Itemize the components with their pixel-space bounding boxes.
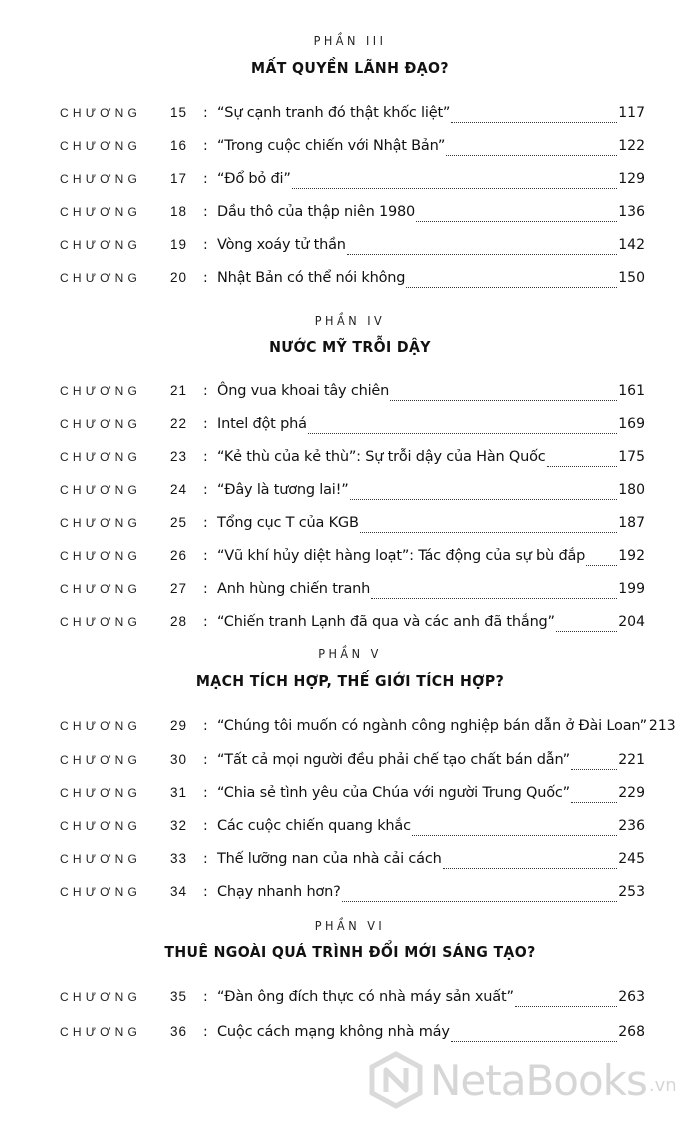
chapter-title: Cuộc cách mạng không nhà máy — [217, 1024, 450, 1040]
chapter-number: 34 — [170, 884, 188, 899]
chapter-word: CHƯƠNG — [60, 1025, 142, 1039]
chapter-page-number: 253 — [618, 884, 645, 900]
dot-leader — [446, 154, 617, 156]
toc-row[interactable] — [60, 614, 645, 636]
chapter-number: 20 — [170, 270, 188, 285]
netabooks-logo-icon — [366, 1050, 426, 1110]
dot-leader — [515, 1005, 617, 1007]
chapter-colon: : — [203, 515, 208, 531]
part-label: PHẦN V — [318, 646, 382, 661]
dot-leader — [412, 834, 617, 836]
part-title: MẤT QUYỀN LÃNH ĐẠO? — [251, 59, 449, 77]
chapter-title: “Đổ bỏ đi” — [217, 171, 291, 187]
chapter-colon: : — [203, 884, 208, 900]
chapter-page-number: 192 — [618, 548, 645, 564]
chapter-word: CHƯƠNG — [60, 582, 142, 596]
chapter-colon: : — [203, 204, 208, 220]
dot-leader — [586, 564, 617, 566]
chapter-title: “Chiến tranh Lạnh đã qua và các anh đã thắng” — [217, 614, 555, 630]
chapter-colon: : — [203, 1024, 208, 1040]
chapter-page-number: 221 — [618, 752, 645, 768]
chapter-title: “Đàn ông đích thực có nhà máy sản xuất” — [217, 989, 514, 1005]
toc-row[interactable] — [60, 270, 645, 292]
chapter-word: CHƯƠNG — [60, 615, 142, 629]
chapter-colon: : — [203, 989, 208, 1005]
toc-row[interactable] — [60, 989, 645, 1011]
chapter-number: 16 — [170, 138, 188, 153]
dot-leader — [571, 768, 617, 770]
chapter-colon: : — [203, 237, 208, 253]
chapter-number: 15 — [170, 105, 188, 120]
toc-row[interactable] — [60, 237, 645, 259]
chapter-title: Thế lưỡng nan của nhà cải cách — [217, 851, 442, 867]
chapter-word: CHƯƠNG — [60, 238, 142, 252]
chapter-number: 36 — [170, 1024, 188, 1039]
chapter-page-number: 117 — [618, 105, 645, 121]
toc-row[interactable] — [60, 383, 645, 405]
chapter-page-number: 245 — [618, 851, 645, 867]
chapter-number: 17 — [170, 171, 188, 186]
watermark-suffix: .vn — [648, 1075, 677, 1096]
dot-leader — [451, 121, 617, 123]
chapter-title: Chạy nhanh hơn? — [217, 884, 341, 900]
part-label: PHẦN III — [313, 33, 387, 48]
chapter-title: Nhật Bản có thể nói không — [217, 270, 406, 286]
chapter-page-number: 263 — [618, 989, 645, 1005]
chapter-page-number: 142 — [618, 237, 645, 253]
chapter-number: 26 — [170, 548, 188, 563]
chapter-title: “Sự cạnh tranh đó thật khốc liệt” — [217, 105, 451, 121]
dot-leader — [308, 432, 618, 434]
chapter-page-number: 187 — [618, 515, 645, 531]
toc-row[interactable] — [60, 482, 645, 504]
chapter-word: CHƯƠNG — [60, 384, 142, 398]
dot-leader — [406, 286, 617, 288]
toc-row[interactable] — [60, 818, 645, 840]
part-title: NƯỚC MỸ TRỖI DẬY — [269, 338, 431, 356]
chapter-colon: : — [203, 449, 208, 465]
chapter-title: Tổng cục T của KGB — [217, 515, 359, 531]
chapter-title: “Chia sẻ tình yêu của Chúa với người Trung Quốc” — [217, 785, 570, 801]
chapter-page-number: 129 — [618, 171, 645, 187]
chapter-word: CHƯƠNG — [60, 786, 142, 800]
toc-row[interactable] — [60, 171, 645, 193]
chapter-word: CHƯƠNG — [60, 139, 142, 153]
chapter-word: CHƯƠNG — [60, 483, 142, 497]
toc-row[interactable] — [60, 1024, 645, 1046]
chapter-title: Dầu thô của thập niên 1980 — [217, 204, 416, 220]
chapter-colon: : — [203, 581, 208, 597]
chapter-number: 33 — [170, 851, 188, 866]
part-title: MẠCH TÍCH HỢP, THẾ GIỚI TÍCH HỢP? — [195, 672, 505, 690]
dot-leader — [360, 531, 618, 533]
chapter-colon: : — [203, 851, 208, 867]
chapter-page-number: 169 — [618, 416, 645, 432]
chapter-word: CHƯƠNG — [60, 990, 142, 1004]
chapter-page-number: 204 — [618, 614, 645, 630]
chapter-number: 32 — [170, 818, 188, 833]
chapter-word: CHƯƠNG — [60, 172, 142, 186]
chapter-page-number: 136 — [618, 204, 645, 220]
dot-leader — [443, 867, 618, 869]
chapter-title: “Kẻ thù của kẻ thù”: Sự trỗi dậy của Hàn Quốc — [217, 449, 546, 465]
chapter-number: 19 — [170, 237, 188, 252]
chapter-number: 25 — [170, 515, 188, 530]
chapter-page-number: 175 — [618, 449, 645, 465]
chapter-colon: : — [203, 718, 208, 734]
chapter-colon: : — [203, 416, 208, 432]
chapter-word: CHƯƠNG — [60, 417, 142, 431]
dot-leader — [556, 630, 617, 632]
toc-row[interactable] — [60, 204, 645, 226]
toc-row[interactable] — [60, 785, 645, 807]
chapter-title: “Chúng tôi muốn có ngành công nghiệp bán dẫn ở Đài Loan” — [217, 718, 647, 734]
chapter-page-number: 236 — [618, 818, 645, 834]
chapter-colon: : — [203, 270, 208, 286]
chapter-title: “Trong cuộc chiến với Nhật Bản” — [217, 138, 446, 154]
chapter-page-number: 180 — [618, 482, 645, 498]
toc-row[interactable] — [60, 449, 645, 471]
chapter-colon: : — [203, 138, 208, 154]
chapter-page-number: 150 — [618, 270, 645, 286]
toc-row[interactable] — [60, 416, 645, 438]
chapter-number: 18 — [170, 204, 188, 219]
chapter-number: 30 — [170, 752, 188, 767]
part-label: PHẦN VI — [314, 918, 386, 933]
chapter-colon: : — [203, 614, 208, 630]
chapter-word: CHƯƠNG — [60, 852, 142, 866]
netabooks-watermark — [366, 1050, 686, 1110]
toc-row[interactable] — [60, 548, 645, 570]
chapter-word: CHƯƠNG — [60, 819, 142, 833]
toc-row[interactable] — [60, 515, 645, 537]
chapter-title: “Tất cả mọi người đều phải chế tạo chất bán dẫn” — [217, 752, 570, 768]
dot-leader — [390, 399, 617, 401]
chapter-title: Vòng xoáy tử thần — [217, 237, 346, 253]
chapter-title: “Đây là tương lai!” — [217, 482, 349, 498]
watermark-brand: NetaBooks — [430, 1055, 647, 1105]
chapter-colon: : — [203, 105, 208, 121]
chapter-page-number: 122 — [618, 138, 645, 154]
chapter-word: CHƯƠNG — [60, 753, 142, 767]
toc-row[interactable] — [60, 718, 676, 740]
chapter-number: 31 — [170, 785, 188, 800]
chapter-title: Các cuộc chiến quang khắc — [217, 818, 411, 834]
chapter-colon: : — [203, 383, 208, 399]
dot-leader — [371, 597, 617, 599]
toc-row[interactable] — [60, 851, 645, 873]
part-label: PHẦN IV — [314, 313, 386, 328]
chapter-word: CHƯƠNG — [60, 885, 142, 899]
chapter-word: CHƯƠNG — [60, 106, 142, 120]
dot-leader — [292, 187, 618, 189]
chapter-title: Intel đột phá — [217, 416, 307, 432]
chapter-number: 24 — [170, 482, 188, 497]
chapter-number: 22 — [170, 416, 188, 431]
dot-leader — [571, 801, 617, 803]
toc-row[interactable] — [60, 581, 645, 603]
chapter-colon: : — [203, 548, 208, 564]
chapter-number: 23 — [170, 449, 188, 464]
chapter-word: CHƯƠNG — [60, 719, 142, 733]
dot-leader — [350, 498, 618, 500]
dot-leader — [547, 465, 618, 467]
chapter-number: 28 — [170, 614, 188, 629]
chapter-title: Anh hùng chiến tranh — [217, 581, 371, 597]
dot-leader — [451, 1040, 618, 1042]
chapter-page-number: 268 — [618, 1024, 645, 1040]
toc-row[interactable] — [60, 884, 645, 906]
chapter-colon: : — [203, 752, 208, 768]
chapter-colon: : — [203, 171, 208, 187]
toc-row[interactable] — [60, 752, 645, 774]
part-title: THUÊ NGOÀI QUÁ TRÌNH ĐỔI MỚI SÁNG TẠO? — [164, 943, 536, 961]
chapter-page-number: 199 — [618, 581, 645, 597]
chapter-colon: : — [203, 482, 208, 498]
chapter-title: “Vũ khí hủy diệt hàng loạt”: Tác động của sự bù đắp — [217, 548, 586, 564]
chapter-word: CHƯƠNG — [60, 549, 142, 563]
chapter-title: Ông vua khoai tây chiên — [217, 383, 390, 399]
chapter-page-number: 213 — [648, 718, 676, 734]
chapter-word: CHƯƠNG — [60, 450, 142, 464]
dot-leader — [416, 220, 617, 222]
chapter-number: 27 — [170, 581, 188, 596]
chapter-colon: : — [203, 785, 208, 801]
toc-row[interactable] — [60, 138, 645, 160]
chapter-colon: : — [203, 818, 208, 834]
chapter-number: 29 — [170, 718, 188, 733]
toc-row[interactable] — [60, 105, 645, 127]
chapter-word: CHƯƠNG — [60, 271, 142, 285]
dot-leader — [347, 253, 617, 255]
dot-leader — [342, 900, 618, 902]
chapter-word: CHƯƠNG — [60, 516, 142, 530]
chapter-page-number: 229 — [618, 785, 645, 801]
chapter-word: CHƯƠNG — [60, 205, 142, 219]
chapter-number: 35 — [170, 989, 188, 1004]
chapter-number: 21 — [170, 383, 188, 398]
chapter-page-number: 161 — [618, 383, 645, 399]
